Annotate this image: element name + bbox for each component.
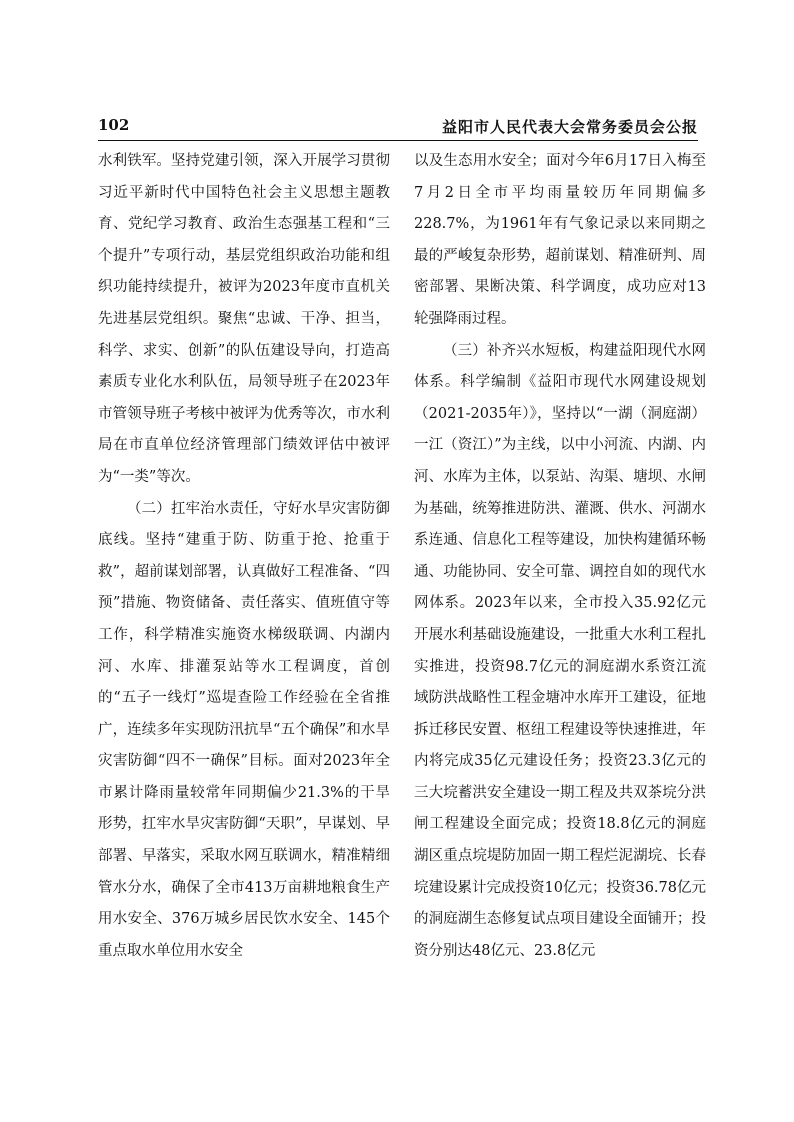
journal-title: 益阳市人民代表大会常务委员会公报 xyxy=(441,118,698,136)
section-paragraph-2 xyxy=(98,494,390,968)
left-column xyxy=(98,146,390,967)
section-body-2: 坚持“建重于防、防重于抢、抢重于救”，超前谋划部署，认真做好工程准备、“四预”措施、物资储备、责任落实、值班值守等工作，科学精准实施资水梯级联调、内湖内河、水库、排灌泵站等水工程调度，首创的“五子一线灯”巡堤查险工作经验在全省推广，连续多年实现防汛抗旱“五个确保”和水旱灾害防御“四不一确保”目标。面对2023年全市累计降雨量较常年同期偏少21.3%的干旱形势，扛牢水旱灾害防御“天职”，早谋划、早部署、早落实，采取水网互联调水，精准精细管水分水，确保了全市413万亩耕地粮食生产用水安全、376万城乡居民饮水安全、145个重点取水单位用水安全 xyxy=(98,532,390,959)
paragraph-continued: 水利铁军。坚持党建引领，深入开展学习贯彻习近平新时代中国特色社会主义思想主题教育、党纪学习教育、政治生态强基工程和“三个提升”专项行动，基层党组织政治功能和组织功能持续提升，被评为2023年度市直机关先进基层党组织。聚焦“忠诚、干净、担当，科学、求实、创新”的队伍建设导向，打造高素质专业化水利队伍，局领导班子在2023年市管领导班子考核中被评为优秀等次，市水利局在市直单位经济管理部门绩效评估中被评为“一类”等次。 xyxy=(98,153,390,485)
right-column xyxy=(414,146,706,967)
paragraph-continued-right: 以及生态用水安全；面对今年6月17日入梅至7月2日全市平均雨量较历年同期偏多228.7%，为1961年有气象记录以来同期之最的严峻复杂形势，超前谋划、精准研判、周密部署、果断决策、科学调度，成功应对13轮强降雨过程。 xyxy=(414,153,706,327)
section-heading-3: （三）补齐兴水短板，构建益阳现代水网体系。 xyxy=(414,342,706,391)
page-header xyxy=(98,116,698,141)
section-paragraph-3 xyxy=(414,336,706,968)
page-number: 102 xyxy=(98,116,130,134)
section-heading-2: （二）扛牢治水责任，守好水旱灾害防御底线。 xyxy=(98,500,390,549)
section-body-3: 科学编制《益阳市现代水网建设规划（2021-2035年）》，坚持以“一湖（洞庭湖）一江（资江）”为主线，以中小河流、内湖、内河、水库为主体，以泵站、沟渠、塘坝、水闸为基础，统筹推进防洪、灌溉、供水、河湖水系连通、信息化工程等建设，加快构建循环畅通、功能协同、安全可靠、调控自如的现代水网体系。2023年以来，全市投入35.92亿元开展水利基础设施建设，一批重大水利工程扎实推进，投资98.7亿元的洞庭湖水系资江流域防洪战略性工程金塘冲水库开工建设，征地拆迁移民安置、枢纽工程建设等快速推进，年内将完成35亿元建设任务；投资23.3亿元的三大垸蓄洪安全建设一期工程及共双茶垸分洪闸工程建设全面完成；投资18.8亿元的洞庭湖区重点垸堤防加固一期工程烂泥湖垸、长春垸建设累计完成投资10亿元；投资36.78亿元的洞庭湖生态修复试点项目建设全面铺开；投资分别达48亿元、23.8亿元 xyxy=(414,374,706,959)
